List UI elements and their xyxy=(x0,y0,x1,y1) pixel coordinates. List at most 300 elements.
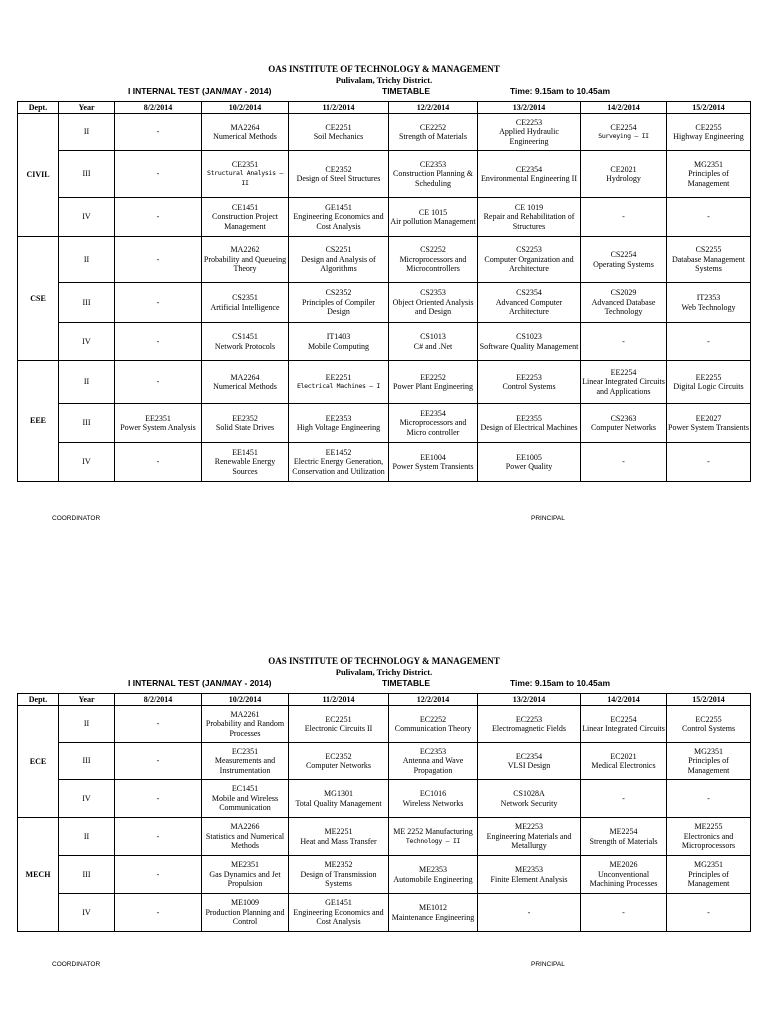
exam-cell xyxy=(202,198,289,237)
table-row xyxy=(18,114,751,151)
subject-code: - xyxy=(707,907,710,917)
exam-cell xyxy=(115,443,202,482)
subject-code: - xyxy=(156,212,160,222)
subject-code: EE2251 xyxy=(325,372,352,382)
table-row xyxy=(18,283,751,323)
subject-code: CE2021 xyxy=(610,164,637,174)
subject-name: Production Planning and Control xyxy=(205,907,285,927)
exam-cell xyxy=(581,283,667,323)
subject-name: Operating Systems xyxy=(593,259,654,269)
exam-cell xyxy=(115,151,202,198)
subject-name: Wireless Networks xyxy=(402,798,464,808)
subject-name: Power System Analysis xyxy=(120,423,196,432)
subject-code: GE1451 xyxy=(325,898,352,908)
exam-cell xyxy=(478,443,581,482)
subject-name: Construction Project Management xyxy=(212,212,278,231)
subject-name: Microprocessors and Micro controller xyxy=(399,418,467,437)
subject-name: Design of Steel Structures xyxy=(296,174,381,183)
table-row xyxy=(18,198,751,237)
exam-cell xyxy=(667,856,751,894)
subject-code: - xyxy=(707,793,710,803)
year-cell: IV xyxy=(59,198,115,237)
exam-cell xyxy=(115,237,202,283)
exam-cell xyxy=(667,818,751,856)
exam-cell xyxy=(389,323,478,361)
subject-code: EE2352 xyxy=(232,413,258,423)
subject-name: Structural Analysis – II xyxy=(207,169,283,187)
subject-name: High Voltage Engineering xyxy=(296,423,381,432)
subject-code: EC2252 xyxy=(419,714,447,724)
subject-code: EC2255 xyxy=(695,714,722,724)
timetable-table xyxy=(17,693,751,932)
subject-name: Gas Dynamics and Jet Propulsion xyxy=(209,869,281,889)
exam-cell xyxy=(115,706,202,743)
subject-code: MG2351 xyxy=(694,860,723,870)
exam-cell xyxy=(667,283,751,323)
subject-name: Medical Electronics xyxy=(591,761,656,770)
subject-code: ME2255 xyxy=(694,822,723,832)
subject-code: ME2026 xyxy=(609,860,638,870)
exam-cell xyxy=(115,743,202,780)
subject-code: EC1451 xyxy=(231,784,259,794)
subject-code: EC2351 xyxy=(231,746,259,756)
year-cell: IV xyxy=(59,443,115,482)
subject-name: Heat and Mass Transfer xyxy=(300,836,377,846)
subject-name: Probability and Queueing Theory xyxy=(203,254,287,274)
exam-cell xyxy=(202,706,289,743)
year-cell: II xyxy=(59,706,115,743)
header-row xyxy=(18,694,751,706)
year-cell: IV xyxy=(59,894,115,932)
subject-code: ME2251 xyxy=(324,827,353,836)
exam-cell xyxy=(289,894,389,932)
exam-cell xyxy=(389,443,478,482)
subject-code: - xyxy=(622,457,625,467)
subject-name: Communication Theory xyxy=(394,724,472,733)
subject-code: CS1013 xyxy=(420,332,446,341)
exam-cell xyxy=(202,818,289,856)
principal-signature: PRINCIPAL xyxy=(531,515,565,522)
subject-name: Finite Element Analysis xyxy=(490,874,568,884)
subject-code: - xyxy=(156,336,160,346)
subject-code: - xyxy=(156,831,160,841)
subject-code: EC2353 xyxy=(419,746,447,756)
subject-code: CE2253 xyxy=(515,117,543,127)
subject-name: Strength of Materials xyxy=(399,132,467,141)
year-cell: III xyxy=(59,404,115,443)
subject-code: CE2354 xyxy=(515,164,543,174)
subject-name: Engineering Economics and Cost Analysis xyxy=(293,212,384,231)
exam-cell xyxy=(202,894,289,932)
exam-cell xyxy=(202,323,289,361)
subject-code: CS1023 xyxy=(516,332,542,341)
subject-name: Antenna and Wave Propagation xyxy=(402,756,464,775)
exam-cell xyxy=(478,114,581,151)
exam-cell xyxy=(115,361,202,404)
exam-cell xyxy=(581,323,667,361)
exam-cell xyxy=(478,283,581,323)
subject-code: - xyxy=(156,297,160,307)
exam-cell xyxy=(389,706,478,743)
subject-name: Statistics and Numerical Methods xyxy=(205,831,285,851)
exam-cell xyxy=(581,443,667,482)
subject-code: - xyxy=(156,756,160,766)
subject-code: CE2352 xyxy=(325,164,352,174)
year-cell: II xyxy=(59,818,115,856)
subject-code: EC1016 xyxy=(419,789,447,798)
dept-cell: CSE xyxy=(18,237,59,361)
subject-code: MA2264 xyxy=(230,122,260,132)
exam-cell xyxy=(581,114,667,151)
subject-name: Construction Planning & Scheduling xyxy=(393,169,473,188)
exam-cell xyxy=(289,361,389,404)
exam-cell xyxy=(202,237,289,283)
subject-name: Network Security xyxy=(500,798,558,808)
exam-cell xyxy=(581,706,667,743)
subject-code: CS2251 xyxy=(325,245,352,255)
subject-code: IT2353 xyxy=(696,293,721,302)
exam-cell xyxy=(581,198,667,237)
subject-code: CS2353 xyxy=(420,288,446,298)
table-row xyxy=(18,818,751,856)
institute-location: Pulivalam, Trichy District. xyxy=(335,667,433,677)
exam-cell xyxy=(289,443,389,482)
timetable-title: TIMETABLE xyxy=(382,678,431,688)
exam-cell xyxy=(389,151,478,198)
subject-name: Linear Integrated Circuits and Applications xyxy=(582,377,665,396)
exam-cell xyxy=(478,361,581,404)
exam-cell xyxy=(667,743,751,780)
exam-cell xyxy=(581,361,667,404)
exam-cell xyxy=(202,283,289,323)
subject-name: Hydrology xyxy=(606,174,641,183)
subject-code: EC2251 xyxy=(325,714,352,724)
exam-cell xyxy=(115,198,202,237)
exam-cell xyxy=(389,818,478,856)
institute-name: OAS INSTITUTE OF TECHNOLOGY & MANAGEMENT xyxy=(268,656,500,666)
exam-cell xyxy=(478,894,581,932)
subject-name: Maintenance Engineering xyxy=(391,912,475,922)
subject-code: EE1004 xyxy=(420,452,446,462)
subject-code: EC2354 xyxy=(515,751,543,761)
subject-code: EE2353 xyxy=(325,413,352,423)
subject-code: - xyxy=(622,907,625,917)
exam-cell xyxy=(478,780,581,818)
exam-cell xyxy=(389,283,478,323)
subject-code: EE2351 xyxy=(145,413,171,423)
header-row xyxy=(18,102,751,114)
subject-code: - xyxy=(622,212,625,222)
subject-name: Electric Energy Generation, Conservation and Utilization xyxy=(292,457,385,476)
table-row xyxy=(18,323,751,361)
subject-code: - xyxy=(527,907,531,917)
subject-code: ME2353 xyxy=(419,865,447,874)
exam-cell xyxy=(289,283,389,323)
exam-cell xyxy=(115,323,202,361)
table-row xyxy=(18,151,751,198)
table-row xyxy=(18,237,751,283)
subject-name: Mobile Computing xyxy=(307,341,370,351)
subject-code: ME1009 xyxy=(231,898,259,908)
column-header: 14/2/2014 xyxy=(581,694,667,706)
test-name: I INTERNAL TEST (JAN/MAY - 2014) xyxy=(128,86,272,96)
subject-code: MA2264 xyxy=(230,372,260,382)
test-name: I INTERNAL TEST (JAN/MAY - 2014) xyxy=(128,678,272,688)
exam-cell xyxy=(667,361,751,404)
exam-cell xyxy=(389,894,478,932)
subject-name: Design and Analysis of Algorithms xyxy=(301,254,376,274)
subject-code: ME2254 xyxy=(609,827,638,836)
subject-code: ME1012 xyxy=(419,903,447,912)
subject-code: EE2254 xyxy=(610,367,637,377)
subject-code: EC2021 xyxy=(610,751,637,761)
column-header: 12/2/2014 xyxy=(389,694,478,706)
dept-cell: CIVIL xyxy=(18,114,59,237)
year-cell: IV xyxy=(59,780,115,818)
subject-name: Soil Mechanics xyxy=(313,132,364,141)
subject-name: Design of Electrical Machines xyxy=(480,423,578,432)
exam-cell xyxy=(667,443,751,482)
subject-code: - xyxy=(156,457,160,467)
subject-code: MG2351 xyxy=(694,159,723,169)
subject-name: Total Quality Management xyxy=(295,798,382,808)
exam-cell xyxy=(202,856,289,894)
exam-cell xyxy=(581,894,667,932)
subject-name: Technology – II xyxy=(405,836,461,845)
subject-code: CE2255 xyxy=(695,122,722,132)
exam-cell xyxy=(478,743,581,780)
subject-name: Principles of Management xyxy=(687,869,730,889)
subject-name: Power Quality xyxy=(505,462,553,471)
exam-cell xyxy=(389,361,478,404)
subject-code: MA2262 xyxy=(230,245,260,255)
subject-name: Renewable Energy Sources xyxy=(214,457,276,476)
dept-cell: MECH xyxy=(18,818,59,932)
exam-cell xyxy=(667,237,751,283)
column-header: 10/2/2014 xyxy=(202,694,289,706)
subject-name: C# and .Net xyxy=(413,341,453,351)
subject-name: Linear Integrated Circuits xyxy=(582,724,665,733)
subject-name: Strength of Materials xyxy=(589,836,658,846)
subject-code: CS2354 xyxy=(516,288,542,298)
table-row xyxy=(18,856,751,894)
subject-code: GE1451 xyxy=(325,202,352,212)
exam-cell xyxy=(667,198,751,237)
exam-cell xyxy=(581,151,667,198)
subject-name: Numerical Methods xyxy=(213,132,277,141)
subject-name: Solid State Drives xyxy=(215,423,275,432)
exam-cell xyxy=(667,151,751,198)
table-row xyxy=(18,443,751,482)
column-header: 13/2/2014 xyxy=(478,102,581,114)
subject-code: CE 1015 xyxy=(418,207,448,217)
exam-cell xyxy=(389,404,478,443)
year-cell: IV xyxy=(59,323,115,361)
subject-code: - xyxy=(156,869,160,879)
subject-name: Object Oriented Analysis and Design xyxy=(392,297,474,317)
exam-cell xyxy=(202,743,289,780)
subject-name: Network Protocols xyxy=(214,341,276,351)
year-cell: II xyxy=(59,114,115,151)
exam-cell xyxy=(667,780,751,818)
subject-code: CS2252 xyxy=(420,245,446,255)
exam-cell xyxy=(667,706,751,743)
subject-code: EC2352 xyxy=(325,751,352,761)
exam-cell xyxy=(581,780,667,818)
exam-cell xyxy=(581,237,667,283)
exam-cell xyxy=(667,323,751,361)
year-cell: II xyxy=(59,361,115,404)
timetable-sheet-2 xyxy=(0,656,768,968)
column-header: Dept. xyxy=(18,102,59,114)
subject-name: Computer Networks xyxy=(305,761,372,770)
subject-name: Electronic Circuits II xyxy=(304,724,373,733)
subject-code: - xyxy=(156,377,160,387)
exam-cell xyxy=(389,743,478,780)
exam-cell xyxy=(289,818,389,856)
exam-cell xyxy=(202,780,289,818)
subject-name: Environmental Engineering II xyxy=(481,174,577,183)
exam-cell xyxy=(289,323,389,361)
year-cell: III xyxy=(59,856,115,894)
subject-code: - xyxy=(156,907,160,917)
subject-code: CS2254 xyxy=(610,250,637,259)
exam-cell xyxy=(581,856,667,894)
exam-cell xyxy=(478,151,581,198)
exam-cell xyxy=(478,198,581,237)
subject-code: ME 2252 Manufacturing xyxy=(393,827,473,836)
column-header: 10/2/2014 xyxy=(202,102,289,114)
subject-code: EE2354 xyxy=(420,408,446,418)
institute-name: OAS INSTITUTE OF TECHNOLOGY & MANAGEMENT xyxy=(268,64,500,74)
subject-name: Measurements and Instrumentation xyxy=(214,756,276,775)
exam-cell xyxy=(202,404,289,443)
timetable-title: TIMETABLE xyxy=(382,86,431,96)
subject-code: CS2255 xyxy=(695,245,722,255)
subject-name: Principles of Management xyxy=(687,756,730,775)
exam-cell xyxy=(289,198,389,237)
timetable-sheet-1 xyxy=(0,64,768,522)
exam-cell xyxy=(115,818,202,856)
subject-code: - xyxy=(707,457,710,467)
exam-cell xyxy=(389,237,478,283)
subject-code: EC2253 xyxy=(515,714,543,724)
timetable-table xyxy=(17,101,751,482)
subject-code: EE2253 xyxy=(516,372,542,382)
column-header: 15/2/2014 xyxy=(667,102,751,114)
subject-name: Repair and Rehabilitation of Structures xyxy=(483,212,575,231)
exam-cell xyxy=(289,856,389,894)
table-row xyxy=(18,780,751,818)
subject-code: - xyxy=(707,336,710,346)
exam-cell xyxy=(115,780,202,818)
institute-location: Pulivalam, Trichy District. xyxy=(335,75,433,85)
test-header-line xyxy=(0,85,768,97)
subject-code: - xyxy=(156,254,160,264)
subject-code: CS2029 xyxy=(610,288,637,298)
subject-code: EE2027 xyxy=(695,413,722,423)
exam-cell xyxy=(581,743,667,780)
test-time: Time: 9.15am to 10.45am xyxy=(510,678,611,688)
table-row xyxy=(18,894,751,932)
subject-code: CE 1019 xyxy=(514,202,544,212)
subject-code: MA2261 xyxy=(230,709,260,719)
subject-code: EE2252 xyxy=(420,372,446,382)
subject-code: - xyxy=(156,127,160,137)
subject-name: Electronics and Microprocessors xyxy=(681,831,736,851)
coordinator-signature: COORDINATOR xyxy=(52,961,101,968)
column-header: Dept. xyxy=(18,694,59,706)
exam-cell xyxy=(202,114,289,151)
subject-name: Computer Networks xyxy=(590,423,657,432)
exam-cell xyxy=(289,237,389,283)
column-header: 14/2/2014 xyxy=(581,102,667,114)
subject-code: - xyxy=(622,793,625,803)
subject-name: Electrical Machines – I xyxy=(296,382,381,390)
subject-name: Surveying – II xyxy=(598,132,649,140)
subject-code: ME2351 xyxy=(231,860,259,870)
exam-cell xyxy=(478,856,581,894)
subject-name: Engineering Economics and Cost Analysis xyxy=(293,907,384,927)
subject-code: EE1451 xyxy=(232,447,258,457)
subject-name: Air pollution Management xyxy=(390,217,476,226)
dept-cell: ECE xyxy=(18,706,59,818)
subject-name: Numerical Methods xyxy=(213,382,277,391)
subject-name: Control Systems xyxy=(502,382,556,391)
table-row xyxy=(18,743,751,780)
subject-name: Web Technology xyxy=(681,302,736,312)
subject-code: CS1451 xyxy=(232,332,258,341)
exam-cell xyxy=(289,706,389,743)
subject-code: ME2353 xyxy=(515,865,543,874)
subject-name: Power System Transients xyxy=(668,423,749,432)
subject-code: CE2252 xyxy=(419,122,447,132)
exam-cell xyxy=(581,818,667,856)
subject-name: Electromagnetic Fields xyxy=(492,724,566,733)
exam-cell xyxy=(289,404,389,443)
table-row xyxy=(18,706,751,743)
table-row xyxy=(18,361,751,404)
subject-name: Design of Transmission Systems xyxy=(300,869,377,889)
subject-name: Control Systems xyxy=(681,724,736,733)
subject-code: CE2251 xyxy=(325,122,352,132)
subject-code: CE2254 xyxy=(610,122,637,132)
subject-name: Advanced Database Technology xyxy=(591,297,656,317)
column-header: 11/2/2014 xyxy=(289,102,389,114)
subject-name: Probability and Random Processes xyxy=(205,719,285,738)
year-cell: III xyxy=(59,743,115,780)
column-header: 12/2/2014 xyxy=(389,102,478,114)
subject-name: Unconventional Machining Processes xyxy=(589,869,658,889)
exam-cell xyxy=(115,404,202,443)
exam-cell xyxy=(667,404,751,443)
exam-cell xyxy=(667,114,751,151)
subject-name: Database Management Systems xyxy=(671,254,746,274)
subject-code: CE2353 xyxy=(419,159,447,169)
subject-name: Principles of Compiler Design xyxy=(302,297,375,317)
subject-name: Applied Hydraulic Engineering xyxy=(499,127,559,146)
exam-cell xyxy=(581,404,667,443)
subject-name: Software Quality Management xyxy=(479,341,579,351)
test-time: Time: 9.15am to 10.45am xyxy=(510,86,611,96)
column-header: 8/2/2014 xyxy=(115,694,202,706)
exam-cell xyxy=(115,283,202,323)
subject-code: - xyxy=(707,212,710,222)
column-header: 13/2/2014 xyxy=(478,694,581,706)
subject-code: IT1403 xyxy=(326,332,351,341)
exam-cell xyxy=(289,114,389,151)
exam-cell xyxy=(478,404,581,443)
